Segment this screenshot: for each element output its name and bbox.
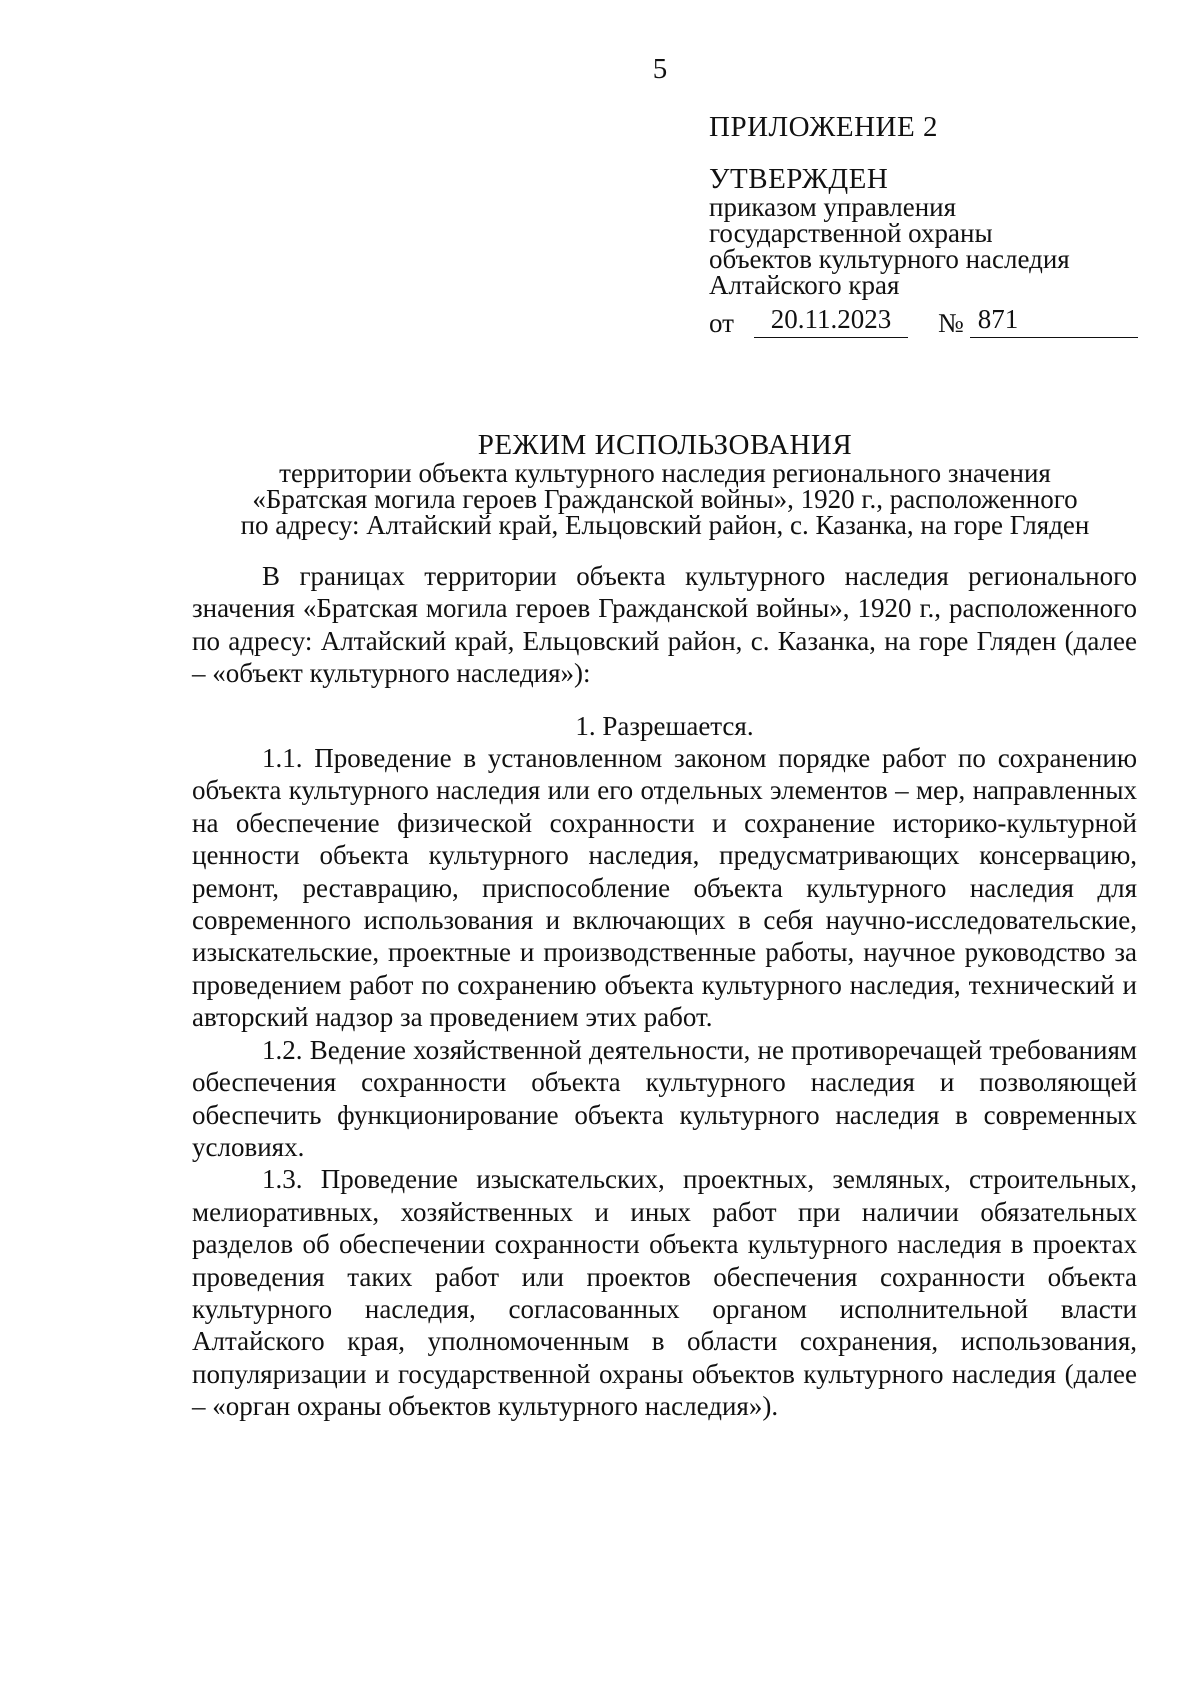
approved-by-line: государственной охраны [709, 218, 993, 248]
document-subtitle-line: «Братская могила героев Гражданской войны», 1920 г., расположенного [252, 484, 1078, 514]
section-heading: 1. Разрешается. [575, 710, 754, 741]
page-number: 5 [652, 53, 668, 85]
document-subtitle-line: территории объекта культурного наследия регионального значения [279, 458, 1051, 488]
item-paragraph-1-1: 1.1. Проведение в установленном законом порядке работ по сохранению объекта культурного наследия или его отдельных элементов – мер, направленных на обеспечение физической сохранности и сохранение историко-культурной ценности объекта культурного наследия, предусматривающих консервацию, ремонт, реставрацию, приспособление объекта культурного наследия для современного использования и включающих в себя научно-исследовательские, изыскательские, проектные и производственные работы, научное руководство за проведением работ по сохранению объекта культурного наследия, технический и авторский надзор за проведением этих работ. [192, 743, 1137, 1033]
intro-paragraph: В границах территории объекта культурного наследия регионального значения «Братская могила героев Гражданской войны», 1920 г., расположенного по адресу: Алтайский край, Ельцовский район, с. Казанка, на горе Гляден (далее – «объект культурного наследия»): [192, 561, 1137, 689]
approved-by-line: приказом управления [709, 192, 957, 222]
document-subtitle-line: по адресу: Алтайский край, Ельцовский район, с. Казанка, на горе Гляден [240, 510, 1090, 540]
appendix-title: ПРИЛОЖЕНИЕ 2 [709, 111, 938, 143]
approved-by-line: объектов культурного наследия [709, 244, 1070, 274]
order-line [709, 304, 1149, 338]
order-date: 20.11.2023 [754, 304, 908, 338]
document-title: РЕЖИМ ИСПОЛЬЗОВАНИЯ [477, 429, 853, 461]
approval-block [709, 110, 1149, 338]
order-from-label: от [709, 308, 734, 338]
approved-by-line: Алтайского края [709, 270, 900, 300]
approved-title: УТВЕРЖДЕН [709, 163, 889, 195]
order-number-label: № [937, 308, 964, 338]
item-paragraph-1-3: 1.3. Проведение изыскательских, проектных, земляных, строительных, мелиоративных, хозяйственных и иных работ при наличии обязательных разделов об обеспечении сохранности объекта культурного наследия в проектах проведения таких работ или проектов обеспечения сохранности объекта культурного наследия, согласованных органом исполнительной власти Алтайского края, уполномоченным в области сохранения, использования, популяризации и государственной охраны объектов культурного наследия (далее – «орган охраны объектов культурного наследия»). [192, 1164, 1137, 1422]
document-body [192, 560, 1137, 1423]
item-paragraph-1-2: 1.2. Ведение хозяйственной деятельности, не противоречащей требованиям обеспечения сохранности объекта культурного наследия и позволяющей обеспечить функционирование объекта культурного наследия в современных условиях. [192, 1034, 1137, 1162]
document-title-block [190, 430, 1140, 538]
order-number: 871 [970, 304, 1138, 338]
